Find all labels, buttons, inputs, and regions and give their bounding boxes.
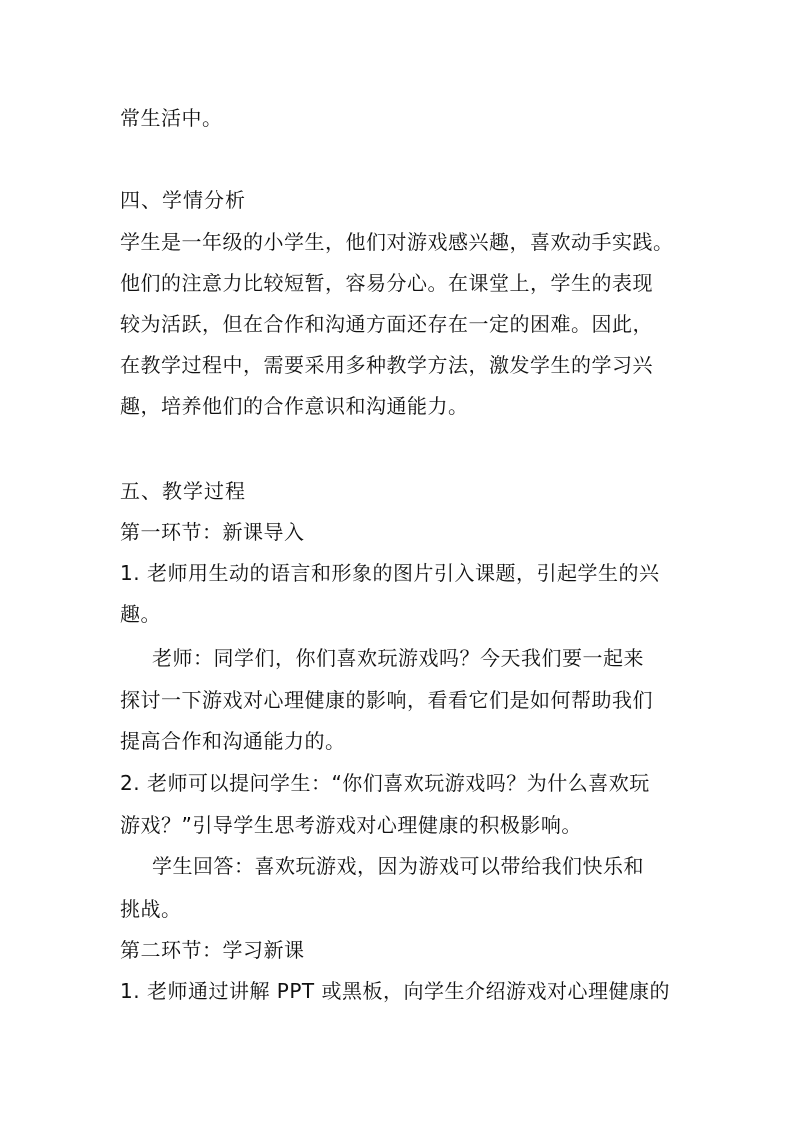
student-answer-line: 挑战。 — [120, 897, 182, 921]
list-item-line: 2. 老师可以提问学生：“你们喜欢玩游戏吗？为什么喜欢玩 — [120, 771, 650, 795]
teacher-dialogue-line: 老师：同学们，你们喜欢玩游戏吗？今天我们要一起来 — [152, 646, 644, 670]
list-item-line: 1. 老师通过讲解 PPT 或黑板，向学生介绍游戏对心理健康的 — [120, 979, 670, 1003]
paragraph-line: 他们的注意力比较短暂，容易分心。在课堂上，学生的表现 — [120, 271, 653, 295]
carryover-line: 常生活中。 — [120, 106, 223, 130]
list-item-line: 1. 老师用生动的语言和形象的图片引入课题，引起学生的兴 — [120, 561, 660, 585]
paragraph-line: 较为活跃，但在合作和沟通方面还存在一定的困难。因此， — [120, 312, 653, 336]
paragraph-line: 趣，培养他们的合作意识和沟通能力。 — [120, 394, 469, 418]
subsection-title-intro: 第一环节：新课导入 — [120, 520, 305, 544]
section-heading-teaching-process: 五、教学过程 — [120, 479, 246, 503]
teacher-dialogue-line: 探讨一下游戏对心理健康的影响，看看它们是如何帮助我们 — [120, 688, 653, 712]
student-answer-line: 学生回答：喜欢玩游戏，因为游戏可以带给我们快乐和 — [152, 854, 644, 878]
list-item-line: 趣。 — [120, 602, 161, 626]
paragraph-line: 学生是一年级的小学生，他们对游戏感兴趣，喜欢动手实践。 — [120, 230, 674, 254]
list-item-line: 游戏？”引导学生思考游戏对心理健康的积极影响。 — [120, 813, 582, 837]
teacher-dialogue-line: 提高合作和沟通能力的。 — [120, 729, 346, 753]
section-heading-learner-analysis: 四、学情分析 — [120, 188, 246, 212]
paragraph-line: 在教学过程中，需要采用多种教学方法，激发学生的学习兴 — [120, 353, 653, 377]
subsection-title-new-lesson: 第二环节：学习新课 — [120, 938, 305, 962]
